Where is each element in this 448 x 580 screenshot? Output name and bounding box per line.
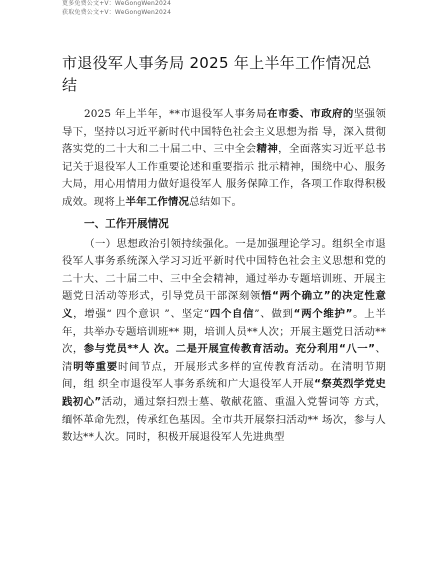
body-bold: 四个自信 <box>209 307 255 320</box>
intro-text: **市退役军人事务局 <box>169 108 267 120</box>
body-text: 。上半年，共举办专题培训班** 期，培训人员**人次；开展主题党日活动**次， <box>62 307 386 356</box>
body-bold: 充分利用“八一” <box>295 343 376 356</box>
document-title: 市退役军人事务局 2025 年上半年工作情况总结 <box>62 54 372 94</box>
body-text: 、清 <box>62 343 387 373</box>
body-bold: “两个维护” <box>293 307 353 320</box>
intro-paragraph <box>62 106 386 212</box>
watermark-line-1: 更多免费公文+V：WeGongWen2024 <box>62 0 172 7</box>
body-bold: 参与党员**人 次。二是开展宣传教育活动。 <box>83 343 296 356</box>
intro-text: 2025 年上半年， <box>84 108 170 120</box>
intro-bold: 在市委、市政府的 <box>266 108 354 120</box>
intro-bold: 半年工作情况 <box>125 195 190 208</box>
section-heading: 一、工作开展情况 <box>84 217 169 230</box>
body-text: ”、做到 <box>254 307 294 320</box>
watermark-line-2: 获取免费公文+V：WeGongWen2024 <box>62 9 172 16</box>
body-text: 活动，通过祭扫烈士墓、敬献花篮、重温入党誓词等 方式，缅怀革命先烈，传承红色基因。全市共开展祭扫活动** 场次，参与人数达**人次。同时，积极开展退役军人先进典型 <box>62 395 386 444</box>
intro-bold: 精神 <box>256 143 279 156</box>
body-text: 时间节点，开展形式多样的宣传教育活动。在清明节期间，组 织全市退役军人事务系统和广大退役军人开展 <box>62 360 386 391</box>
body-bold: 明等重要 <box>73 360 118 373</box>
body-text: ，增强“ 四个意识 ”、坚定“ <box>73 307 210 320</box>
intro-text: ，全面落实习近平总书记关于退役军人工作重要论述和重要指示 批示精神，围绕中心、服务大局，用心用情用力做好退役军人 服务保障工作，各项工作取得积极成效。现将上 <box>62 143 387 208</box>
body-bold: “祭英烈学党史 践初心” <box>62 378 386 408</box>
body-bold: 悟“两个确立”的决定性意义 <box>62 290 386 320</box>
body-text: （一）思想政治引领持续强化。一是加强理论学习。组织全市退役军人事务系统深入学习习近平新时代中国特色社会主义思想和党的二十大、二十届二中、三中全会精神，通过举办专题培训班、开展主题党日活动等形式，引导党员干部深刻领 <box>62 237 386 303</box>
body-paragraph <box>62 236 386 447</box>
document-page <box>62 52 386 447</box>
intro-text: 总结如下。 <box>189 195 243 208</box>
intro-text: 坚强领导下，坚持以习近平新时代中国特色社会主义思想为指 导，深入贯彻落实党的二十大和二十届二中、三中全会 <box>62 108 386 156</box>
